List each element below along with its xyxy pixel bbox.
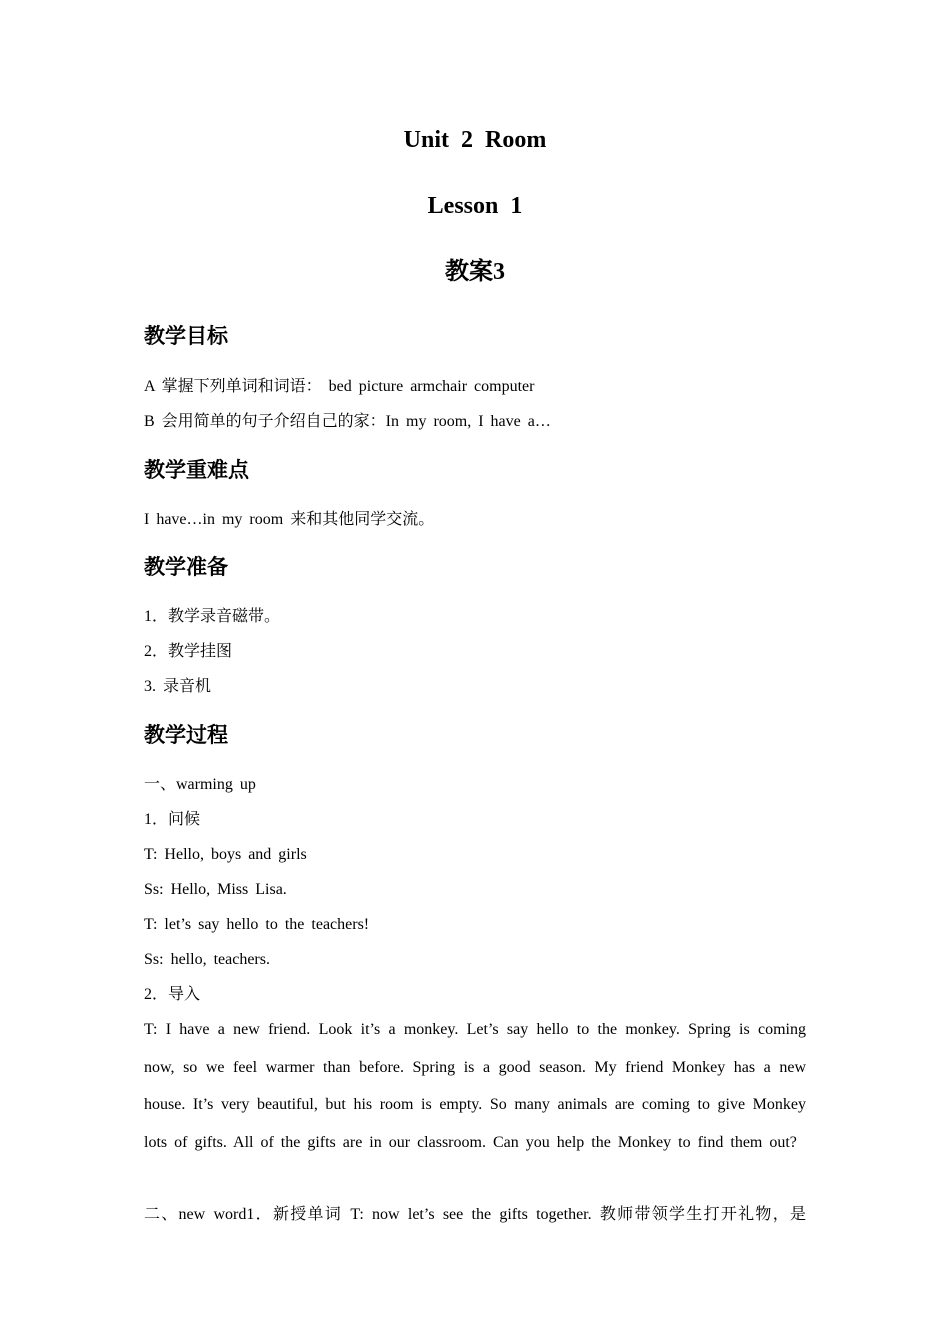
intro-paragraph: T: I have a new friend. Look it’s a monkey. Let’s say hello to the monkey. Spring is coming now, so we feel warmer than before. Spring is a good season. My friend Monkey has a new house. It’s very beautiful, but his room is empty. So many animals are coming to give Monkey lots of gifts. All of the gifts are in our classroom. Can you help the Monkey to find them out? <box>144 1021 806 1151</box>
key-points-text: I have…in my room 来和其他同学交流。 <box>144 511 435 528</box>
greeting-title: 1．问候 <box>144 811 201 828</box>
objectives-heading: 教学目标 <box>144 324 228 348</box>
preparation-heading: 教学准备 <box>144 555 228 579</box>
dialogue-line: T: Hello, boys and girls <box>144 846 307 863</box>
preparation-item: 3. 录音机 <box>144 678 212 695</box>
preparation-item: 2．教学挂图 <box>144 643 233 660</box>
preparation-item: 1．教学录音磁带。 <box>144 608 281 625</box>
lesson-plan-label: 教案3 <box>445 259 505 285</box>
objective-b: B 会用简单的句子介绍自己的家：In my room, I have a… <box>144 413 551 430</box>
dialogue-line: T: let’s say hello to the teachers! <box>144 916 370 933</box>
dialogue-line: Ss: hello, teachers. <box>144 951 270 968</box>
dialogue-line: Ss: Hello, Miss Lisa. <box>144 881 287 898</box>
lesson-title: Lesson 1 <box>427 193 523 219</box>
key-points-heading: 教学重难点 <box>144 458 249 482</box>
unit-title: Unit 2 Room <box>403 127 547 153</box>
intro-title: 2．导入 <box>144 986 201 1003</box>
process-heading: 教学过程 <box>144 723 228 747</box>
warming-up-title: 一、warming up <box>144 776 256 793</box>
objective-a: A 掌握下列单词和词语： bed picture armchair computer <box>144 378 535 395</box>
new-word-line: 二、new word1．新授单词 T: now let’s see the gifts together. 教师带领学生打开礼物，是 <box>144 1206 806 1223</box>
